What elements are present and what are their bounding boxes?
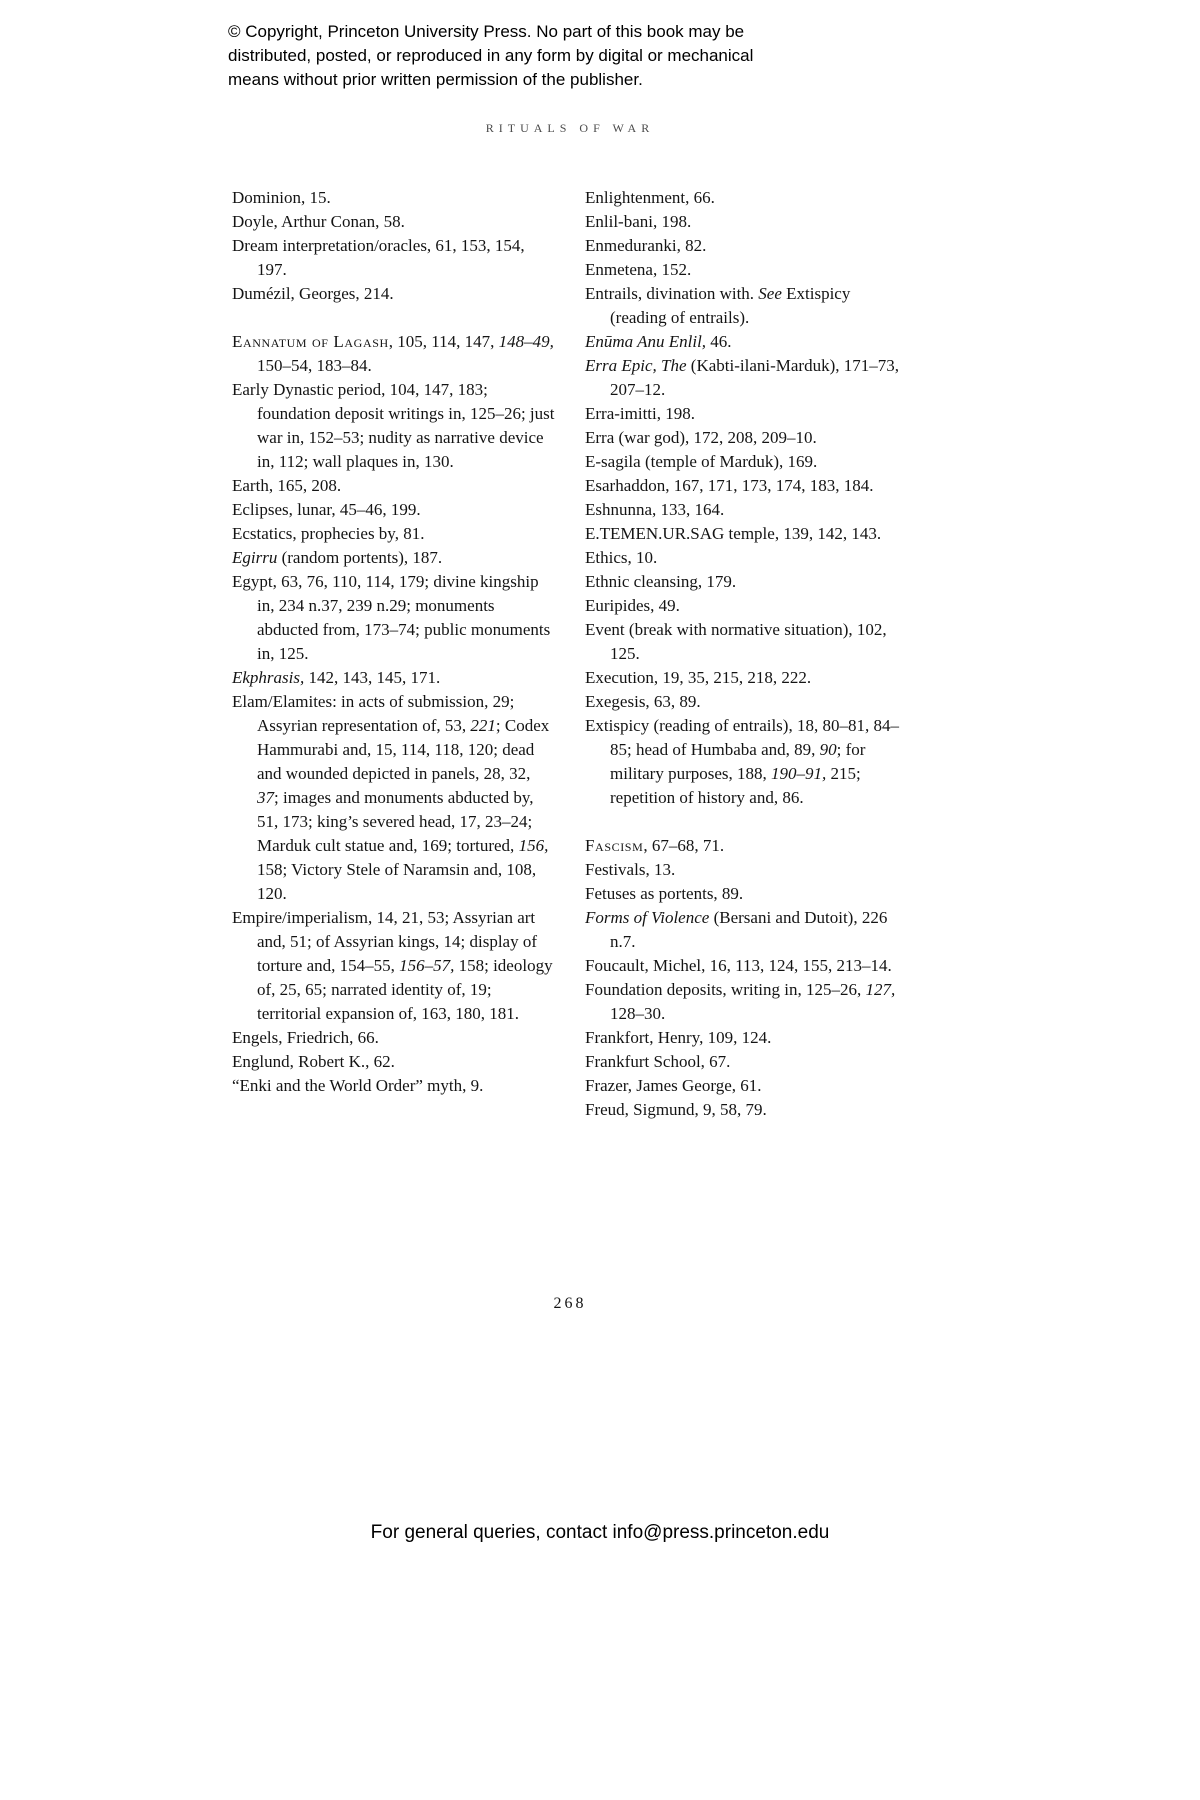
index-entry [585,594,908,618]
index-entry-text: 46. [706,332,732,351]
copyright-line: distributed, posted, or reproduced in any form by digital or mechanical [228,46,754,65]
index-entry [585,474,908,498]
index-entry-text: Extispicy (reading of entrails), 18, 80–81, 84–85; head of Humbaba and, 89, [585,716,899,759]
index-entry [232,546,555,570]
index-entry [232,1026,555,1050]
index-entry-italic-text: 221 [470,716,496,735]
index-entry-italic-text: Enūma Anu Enlil, [585,332,707,351]
index-entry-text: ; images and monuments abducted by, 51, 173; king’s severed head, 17, 23–24; Marduk cult statue and, 169; tortured, [257,788,534,855]
index-body [232,186,908,1122]
index-entry-text: Earth, 165, 208. [232,476,342,495]
index-entry-italic-text: 37 [257,788,274,807]
index-entry-text: Erra-imitti, 198. [585,404,696,423]
index-entry-text: Execution, 19, 35, 215, 218, 222. [585,668,812,687]
page-number: 268 [553,1295,587,1312]
index-entry-text: “Enki and the World Order” myth, 9. [232,1076,484,1095]
index-entry-text: , 105, 114, 147, [388,332,499,351]
index-entry [585,282,908,330]
index-entry-text: Esarhaddon, 167, 171, 173, 174, 183, 184. [585,476,874,495]
index-entry-smallcaps-heading: Eannatum of Lagash [232,332,389,351]
index-entry-text: Ethnic cleansing, 179. [585,572,737,591]
index-entry-text: Dream interpretation/oracles, 61, 153, 154, 197. [232,236,525,279]
index-entry [232,1074,555,1098]
index-entry-text: Exegesis, 63, 89. [585,692,701,711]
index-entry-text: Event (break with normative situation), 102, 125. [585,620,887,663]
index-entry-text: Foucault, Michel, 16, 113, 124, 155, 213–14. [585,956,892,975]
index-entry [232,522,555,546]
index-entry-text: 158; Victory Stele of Naramsin and, 108, 120. [257,860,537,903]
index-entry-text: Enlightenment, 66. [585,188,715,207]
index-entry-italic-text: Ekphrasis, [232,668,305,687]
index-entry-text: Freud, Sigmund, 9, 58, 79. [585,1100,767,1119]
index-entry-text: 128–30. [610,1004,666,1023]
index-entry-text: Euripides, 49. [585,596,680,615]
index-entry [585,834,908,858]
index-entry [232,498,555,522]
index-entry-text: (random portents), 187. [277,548,443,567]
index-entry [585,1098,908,1122]
index-entry-text: Empire/imperialism, 14, 21, 53; Assyrian art and, 51; of Assyrian kings, 14; display of torture and, 154–55, [232,908,538,975]
index-entry [232,234,555,282]
index-entry-text: Extispicy (reading of entrails). [610,284,851,327]
index-entry-text: Enmeduranki, 82. [585,236,707,255]
index-entry-text: Ethics, 10. [585,548,658,567]
index-entry-italic-text: Egirru [232,548,278,567]
index-entry-smallcaps-heading: Fascism [585,836,644,855]
index-entry-text: Early Dynastic period, 104, 147, 183; foundation deposit writings in, 125–26; just war in, 152–53; nudity as narrative device in, 112; wall plaques in, 130. [232,380,555,471]
index-entry-text: Frankfurt School, 67. [585,1052,731,1071]
index-entry-text: Frankfort, Henry, 109, 124. [585,1028,772,1047]
index-entry-italic-text: 156, [518,836,549,855]
index-entry [585,330,908,354]
index-entry-italic-text: Erra Epic, The [585,356,687,375]
index-entry-text: Enlil-bani, 198. [585,212,692,231]
index-entry [585,546,908,570]
index-entry-italic-text: 127, [865,980,896,999]
index-entry [585,714,908,810]
index-entry [585,234,908,258]
index-entry-italic-text: 148–49, [498,332,554,351]
index-entry-italic-text: See [758,284,782,303]
index-entry-text: Englund, Robert K., 62. [232,1052,395,1071]
index-entry [585,258,908,282]
index-entry-text: 158; ideology of, 25, 65; narrated identity of, 19; territorial expansion of, 163, 180, 181. [257,956,553,1023]
index-entry-text: ; for military purposes, 188, [610,740,866,783]
index-entry-text: Entrails, divination with. [585,284,759,303]
index-entry-text: ; Codex Hammurabi and, 15, 114, 118, 120; dead and wounded depicted in panels, 28, 32, [257,716,550,783]
index-entry-text: Ecstatics, prophecies by, 81. [232,524,425,543]
index-entry [585,1050,908,1074]
index-entry [232,906,555,1026]
copyright-notice [228,20,848,92]
index-entry-text: E-sagila (temple of Marduk), 169. [585,452,818,471]
index-entry [585,210,908,234]
index-entry-text: Eshnunna, 133, 164. [585,500,725,519]
index-entry [232,210,555,234]
index-entry [585,882,908,906]
index-entry [232,570,555,666]
index-entry [585,906,908,954]
index-entry-text: Dumézil, Georges, 214. [232,284,394,303]
index-entry [585,858,908,882]
index-column-right [585,186,908,1122]
index-entry [232,330,555,378]
index-entry-text: Dominion, 15. [232,188,331,207]
index-entry-text: E.TEMEN.UR.SAG temple, 139, 142, 143. [585,524,882,543]
index-entry-text: Eclipses, lunar, 45–46, 199. [232,500,421,519]
index-entry [585,618,908,666]
index-entry-text: Elam/Elamites: in acts of submission, 29; Assyrian representation of, 53, [232,692,515,735]
index-entry [585,498,908,522]
index-entry-italic-text: Forms of Violence [585,908,710,927]
index-entry-italic-text: 190–91, [771,764,827,783]
index-entry [585,666,908,690]
index-entry-text: 215; repetition of history and, 86. [610,764,861,807]
index-entry [585,354,908,402]
index-entry [585,426,908,450]
copyright-line: means without prior written permission of the publisher. [228,70,643,89]
index-entry-text: 142, 143, 145, 171. [304,668,441,687]
index-entry-text: (Kabti-ilani-Marduk), 171–73, 207–12. [610,356,899,399]
index-entry [232,1050,555,1074]
index-entry [585,1026,908,1050]
index-entry [585,186,908,210]
index-entry [232,690,555,906]
index-entry [232,282,555,306]
footer-contact: For general queries, contact info@press.princeton.edu [370,1522,830,1543]
index-entry [585,1074,908,1098]
index-entry-italic-text: 156–57, [399,956,455,975]
index-column-left [232,186,555,1122]
index-entry [585,450,908,474]
index-entry-text: (Bersani and Dutoit), 226 n.7. [610,908,888,951]
index-entry-text: Engels, Friedrich, 66. [232,1028,379,1047]
index-entry-text: Doyle, Arthur Conan, 58. [232,212,405,231]
index-entry-text: Erra (war god), 172, 208, 209–10. [585,428,817,447]
index-entry-text: Frazer, James George, 61. [585,1076,762,1095]
index-entry-italic-text: 90 [819,740,837,759]
index-entry-text: 150–54, 183–84. [257,356,372,375]
index-entry [232,474,555,498]
index-entry [585,522,908,546]
index-entry [585,690,908,714]
index-entry-text: Egypt, 63, 76, 110, 114, 179; divine kingship in, 234 n.37, 239 n.29; monuments abducted from, 173–74; public monuments in, 125. [232,572,551,663]
index-entry-text: Fetuses as portents, 89. [585,884,744,903]
index-entry [232,378,555,474]
index-entry [585,954,908,978]
index-entry-text: Foundation deposits, writing in, 125–26, [585,980,866,999]
index-entry [232,186,555,210]
index-entry [585,978,908,1026]
index-entry-text: Festivals, 13. [585,860,676,879]
index-entry [585,402,908,426]
index-entry [232,666,555,690]
index-entry-text: Enmetena, 152. [585,260,692,279]
running-header: RITUALS OF WAR [485,121,655,135]
copyright-line: © Copyright, Princeton University Press. No part of this book may be [228,22,745,41]
index-entry [585,570,908,594]
index-entry-text: , 67–68, 71. [643,836,725,855]
